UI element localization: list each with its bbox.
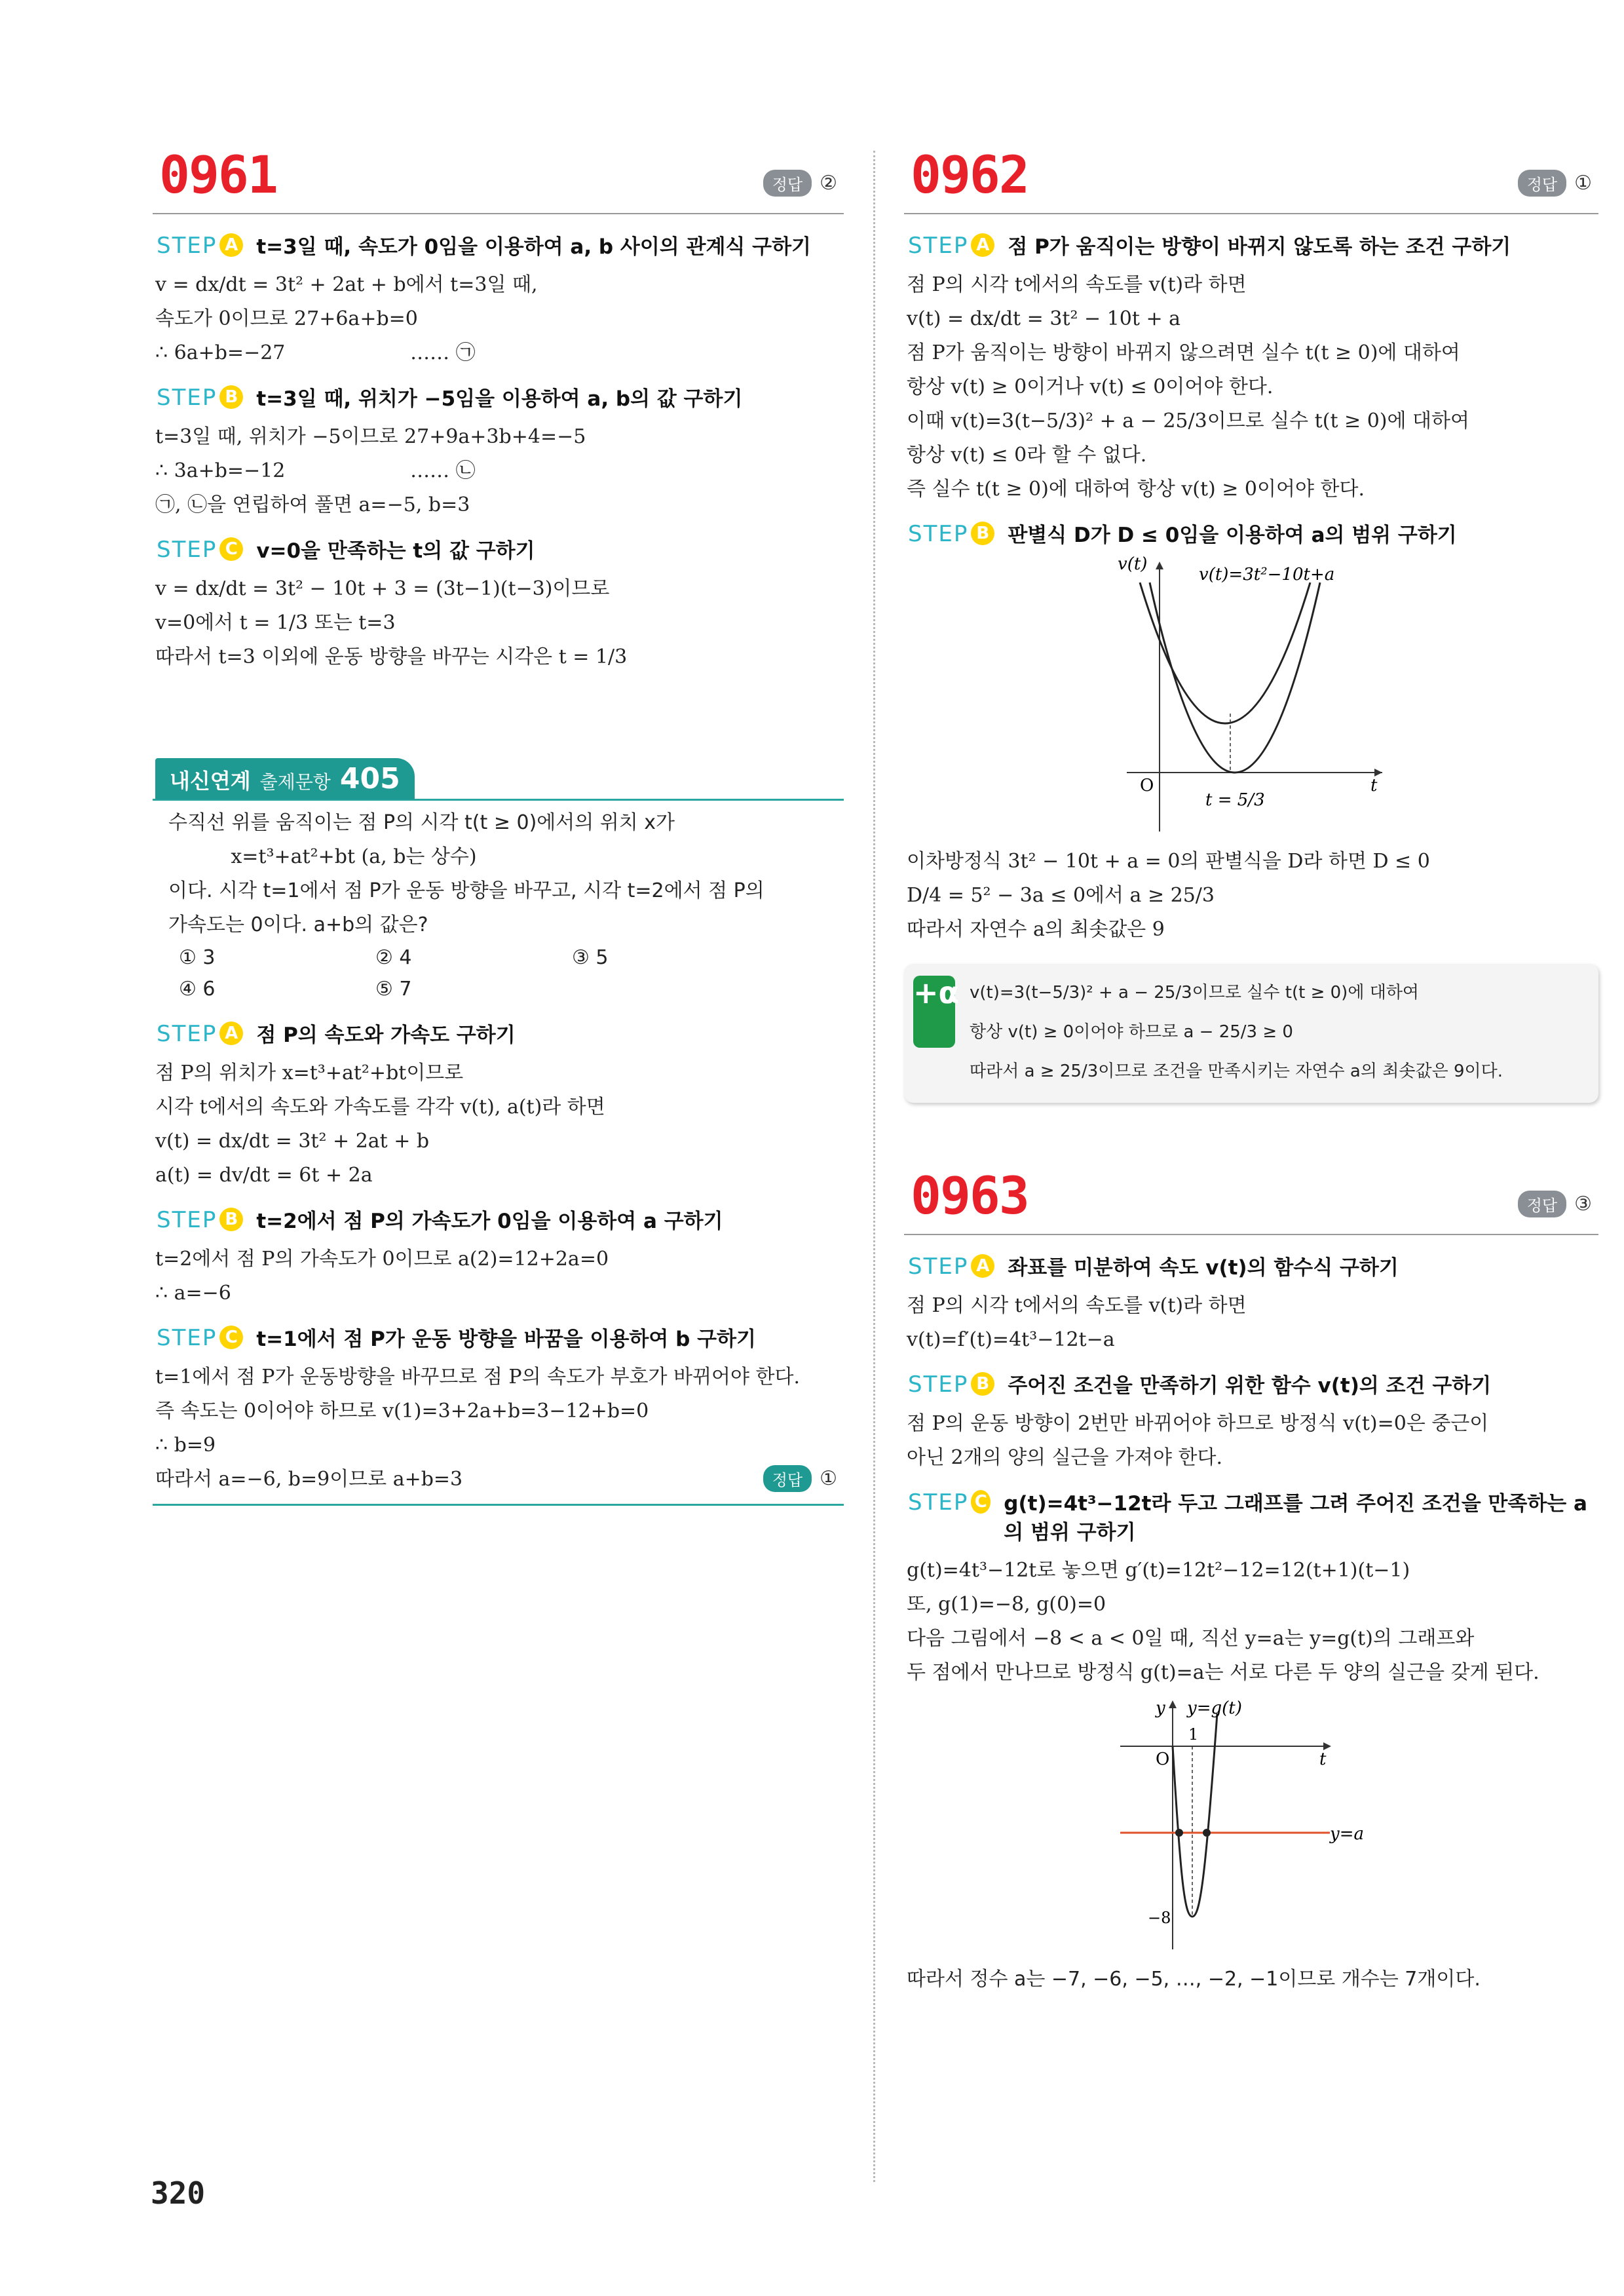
- solution-line: 점 P가 움직이는 방향이 바뀌지 않으려면 실수 t(t ≥ 0)에 대하여: [907, 341, 1460, 364]
- step-letter: A: [219, 233, 243, 257]
- v-axis-label: v(t): [1118, 556, 1148, 574]
- step-word: STEP: [157, 1325, 217, 1351]
- step-title: 점 P가 움직이는 방향이 바뀌지 않도록 하는 조건 구하기: [1008, 235, 1511, 259]
- cubic-curve: [1173, 1713, 1217, 1917]
- step-title: t=3일 때, 속도가 0임을 이용하여 a, b 사이의 관계식 구하기: [256, 235, 811, 259]
- linked-question: [153, 806, 844, 1005]
- solution-line: 항상 v(t) ≤ 0라 할 수 없다.: [907, 444, 1147, 467]
- solution-line: 즉 실수 t(t ≥ 0)에 대하여 항상 v(t) ≥ 0이어야 한다.: [907, 478, 1365, 501]
- step-block: [153, 1021, 844, 1193]
- tick-label-1: 1: [1188, 1725, 1199, 1744]
- plus-line: 항상 v(t) ≥ 0이어야 하므로 a − 25/3 ≥ 0: [970, 1022, 1293, 1042]
- step-word: STEP: [908, 1253, 969, 1280]
- solution-line: t=1에서 점 P가 운동방향을 바꾸므로 점 P의 속도가 부호가 바뀌어야 한다.: [155, 1366, 801, 1388]
- linked-label2: 출제문항: [259, 771, 331, 793]
- plus-alpha-box: [904, 964, 1598, 1103]
- solution-line: t=3일 때, 위치가 −5이므로 27+9a+3b+4=−5: [155, 425, 586, 448]
- problem-number: 0962: [911, 146, 1029, 205]
- t-axis-label: t: [1319, 1750, 1327, 1769]
- choice: ② 4: [375, 946, 412, 969]
- solution-line: v(t) = dx/dt = 3t² + 2at + b: [155, 1130, 430, 1153]
- answer-badge: 정답: [763, 1465, 812, 1492]
- solution-line: ∴ b=9: [155, 1434, 216, 1457]
- step-letter: A: [219, 1022, 243, 1045]
- solution-line: v = dx/dt = 3t² + 2at + b에서 t=3일 때,: [155, 273, 538, 296]
- answer-value: ②: [820, 172, 837, 195]
- step-word: STEP: [157, 1021, 217, 1047]
- choice: ⑤ 7: [375, 978, 412, 1001]
- step-letter: B: [219, 1208, 243, 1231]
- linked-header: [153, 753, 844, 801]
- solution-line: v(t)=f′(t)=4t³−12t−a: [907, 1328, 1115, 1351]
- solution-line: 따라서 a=−6, b=9이므로 a+b=3: [155, 1468, 463, 1491]
- problem-0962-step-b-lines: [904, 845, 1598, 947]
- question-line: x=t³+at²+bt (a, b는 상수): [168, 845, 477, 868]
- solution-line: ∴ 3a+b=−12 …… ㉡: [155, 459, 476, 482]
- step-letter: C: [219, 1326, 243, 1349]
- left-column: [153, 147, 844, 1506]
- answer-value: ①: [1574, 172, 1592, 195]
- step-word: STEP: [908, 1489, 969, 1516]
- step-letter: B: [219, 385, 243, 409]
- step-letter: C: [971, 1490, 991, 1514]
- linked-label: 내신연계: [170, 769, 251, 794]
- step-block: [153, 537, 844, 674]
- answer-badge: 정답: [1518, 1191, 1566, 1217]
- line-label: y=a: [1330, 1824, 1364, 1844]
- solution-line: a(t) = dv/dt = 6t + 2a: [155, 1164, 373, 1187]
- step-header: [908, 1489, 1598, 1547]
- solution-line: g(t)=4t³−12t로 놓으면 g′(t)=12t²−12=12(t+1)(t−1): [907, 1559, 1410, 1582]
- step-title: t=1에서 점 P가 운동 방향을 바꿈을 이용하여 b 구하기: [256, 1328, 756, 1351]
- solution-line: 따라서 자연수 a의 최솟값은 9: [907, 918, 1165, 941]
- step-block: [904, 521, 1598, 550]
- page-number: 320: [151, 2175, 206, 2211]
- question-line: 가속도는 0이다. a+b의 값은?: [168, 913, 428, 936]
- step-title: v=0을 만족하는 t의 값 구하기: [256, 539, 535, 563]
- answer-tag: [1518, 1191, 1592, 1217]
- step-block: [153, 233, 844, 370]
- problem-0962-header: [904, 147, 1598, 214]
- step-header: [908, 521, 1598, 550]
- t-axis-label: t: [1370, 776, 1378, 795]
- linked-problem: [153, 753, 844, 1506]
- step-header: [157, 233, 844, 261]
- solution-line: 점 P의 시각 t에서의 속도를 v(t)라 하면: [907, 1294, 1247, 1317]
- solution-line: 또, g(1)=−8, g(0)=0: [907, 1593, 1106, 1616]
- answer-value: ①: [820, 1467, 837, 1490]
- step-header: [157, 537, 844, 565]
- problem-0962-step-a: [904, 233, 1598, 507]
- question-line: 수직선 위를 움직이는 점 P의 시각 t(t ≥ 0)에서의 위치 x가: [168, 811, 675, 834]
- choice: ④ 6: [179, 978, 216, 1001]
- tick-label-m8: −8: [1148, 1909, 1171, 1927]
- step-header: [157, 1207, 844, 1236]
- column-divider: [873, 151, 875, 2182]
- step-title: g(t)=4t³−12t라 두고 그래프를 그려 주어진 조건을 만족하는 a의 범위 구하기: [1004, 1492, 1587, 1544]
- solution-line: ∴ 6a+b=−27 …… ㉠: [155, 341, 476, 364]
- linked-steps: [153, 1021, 844, 1497]
- choice: ① 3: [179, 946, 216, 969]
- solution-line: 아닌 2개의 양의 실근을 가져야 한다.: [907, 1446, 1223, 1469]
- velocity-graph: [1114, 556, 1389, 838]
- step-title: t=3일 때, 위치가 −5임을 이용하여 a, b의 값 구하기: [256, 387, 743, 411]
- step-letter: B: [971, 522, 994, 545]
- plus-line: 따라서 a ≥ 25/3이므로 조건을 만족시키는 자연수 a의 최솟값은 9이다.: [970, 1062, 1503, 1081]
- step-block: [904, 233, 1598, 507]
- step-title: 점 P의 속도와 가속도 구하기: [256, 1024, 516, 1047]
- step-letter: B: [971, 1372, 994, 1396]
- step-block: [904, 1371, 1598, 1475]
- step-word: STEP: [908, 521, 969, 547]
- origin-label: O: [1156, 1750, 1170, 1769]
- answer-badge: 정답: [1518, 170, 1566, 197]
- choices: [179, 942, 844, 1005]
- step-letter: C: [219, 537, 243, 561]
- step-block: [153, 1207, 844, 1311]
- problem-0961-header: [153, 147, 844, 214]
- solution-line: v=0에서 t = 1/3 또는 t=3: [155, 611, 396, 634]
- step-header: [908, 233, 1598, 261]
- conclusion: 따라서 정수 a는 −7, −6, −5, …, −2, −1이므로 개수는 7개이다.: [907, 1968, 1481, 1991]
- problem-0961-steps: [153, 233, 844, 674]
- problem-number: 0963: [911, 1167, 1029, 1226]
- problem-0963-header: [904, 1168, 1598, 1235]
- linked-number: 405: [339, 762, 400, 795]
- y-axis-arrow: [1169, 1700, 1177, 1708]
- step-letter: A: [971, 233, 994, 257]
- solution-line: 점 P의 시각 t에서의 속도를 v(t)라 하면: [907, 273, 1247, 296]
- curve-label: v(t)=3t²−10t+a: [1199, 565, 1335, 584]
- solution-line: t=2에서 점 P의 가속도가 0이므로 a(2)=12+2a=0: [155, 1248, 609, 1271]
- origin-label: O: [1140, 776, 1154, 795]
- solution-line: D/4 = 5² − 3a ≤ 0에서 a ≥ 25/3: [907, 884, 1215, 907]
- solution-line: v = dx/dt = 3t² − 10t + 3 = (3t−1)(t−3)이므로: [155, 577, 610, 600]
- solution-line: ㉠, ㉡을 연립하여 풀면 a=−5, b=3: [155, 493, 470, 516]
- step-header: [157, 1021, 844, 1050]
- step-title: 좌표를 미분하여 속도 v(t)의 함수식 구하기: [1008, 1256, 1399, 1280]
- curve-label: y=g(t): [1187, 1698, 1242, 1718]
- step-letter: A: [971, 1254, 994, 1278]
- answer-tag: [763, 170, 837, 197]
- step-header: [157, 385, 844, 413]
- step-title: 판별식 D가 D ≤ 0임을 이용하여 a의 범위 구하기: [1008, 524, 1457, 547]
- plus-alpha-icon: +α: [913, 976, 955, 1048]
- vertex-label: t = 5/3: [1205, 790, 1265, 810]
- step-header: [908, 1371, 1598, 1400]
- solution-line: ∴ a=−6: [155, 1282, 231, 1305]
- step-block: [904, 1253, 1598, 1357]
- intersection-point: [1203, 1829, 1211, 1837]
- question-line: 이다. 시각 t=1에서 점 P가 운동 방향을 바꾸고, 시각 t=2에서 점 P의: [168, 879, 765, 902]
- solution-line: 즉 속도는 0이어야 하므로 v(1)=3+2a+b=3−12+b=0: [155, 1400, 649, 1423]
- solution-line: v(t) = dx/dt = 3t² − 10t + a: [907, 307, 1181, 330]
- y-axis-label: y: [1156, 1698, 1165, 1718]
- step-header: [157, 1325, 844, 1354]
- step-title: 주어진 조건을 만족하기 위한 함수 v(t)의 조건 구하기: [1008, 1374, 1492, 1398]
- problem-0963-steps: [904, 1253, 1598, 1690]
- solution-line: 이차방정식 3t² − 10t + a = 0의 판별식을 D라 하면 D ≤ 0: [907, 850, 1430, 873]
- solution-line: 점 P의 운동 방향이 2번만 바뀌어야 하므로 방정식 v(t)=0은 중근이: [907, 1412, 1489, 1435]
- linked-bottom-rule: [153, 1504, 844, 1506]
- step-title: t=2에서 점 P의 가속도가 0임을 이용하여 a 구하기: [256, 1210, 723, 1233]
- answer-tag: [1518, 170, 1592, 197]
- answer-badge: 정답: [763, 170, 812, 197]
- solution-line: 따라서 t=3 이외에 운동 방향을 바꾸는 시각은 t = 1/3: [155, 645, 628, 668]
- solution-line: 이때 v(t)=3(t−5/3)² + a − 25/3이므로 실수 t(t ≥ 0)에 대하여: [907, 410, 1469, 432]
- linked-tag: [155, 758, 415, 799]
- solution-line: 항상 v(t) ≥ 0이거나 v(t) ≤ 0이어야 한다.: [907, 375, 1274, 398]
- step-header: [908, 1253, 1598, 1282]
- step-block: [904, 1489, 1598, 1690]
- answer-value: ③: [1574, 1193, 1592, 1215]
- step-word: STEP: [908, 1371, 969, 1398]
- intersection-point: [1175, 1829, 1183, 1837]
- v-axis-arrow: [1156, 562, 1163, 569]
- step-word: STEP: [157, 385, 217, 411]
- problem-0962-step-b: [904, 521, 1598, 550]
- choice: ③ 5: [572, 946, 609, 969]
- plus-line: v(t)=3(t−5/3)² + a − 25/3이므로 실수 t(t ≥ 0)에 대하여: [970, 983, 1420, 1003]
- step-word: STEP: [157, 233, 217, 259]
- right-column: [904, 147, 1598, 1997]
- cubic-graph: [1107, 1694, 1395, 1956]
- solution-line: 시각 t에서의 속도와 가속도를 각각 v(t), a(t)라 하면: [155, 1096, 605, 1119]
- solution-line: 두 점에서 만나므로 방정식 g(t)=a는 서로 다른 두 양의 실근을 갖게 된다.: [907, 1661, 1539, 1684]
- lower-parabola: [1150, 583, 1320, 773]
- solution-line: 점 P의 위치가 x=t³+at²+bt이므로: [155, 1062, 464, 1084]
- solution-line: 속도가 0이므로 27+6a+b=0: [155, 307, 418, 330]
- solution-line: 다음 그림에서 −8 < a < 0일 때, 직선 y=a는 y=g(t)의 그래프와: [907, 1627, 1475, 1650]
- step-word: STEP: [157, 537, 217, 563]
- step-word: STEP: [908, 233, 969, 259]
- step-word: STEP: [157, 1207, 217, 1233]
- step-block: [153, 385, 844, 522]
- problem-number: 0961: [159, 146, 277, 205]
- upper-parabola: [1140, 583, 1310, 723]
